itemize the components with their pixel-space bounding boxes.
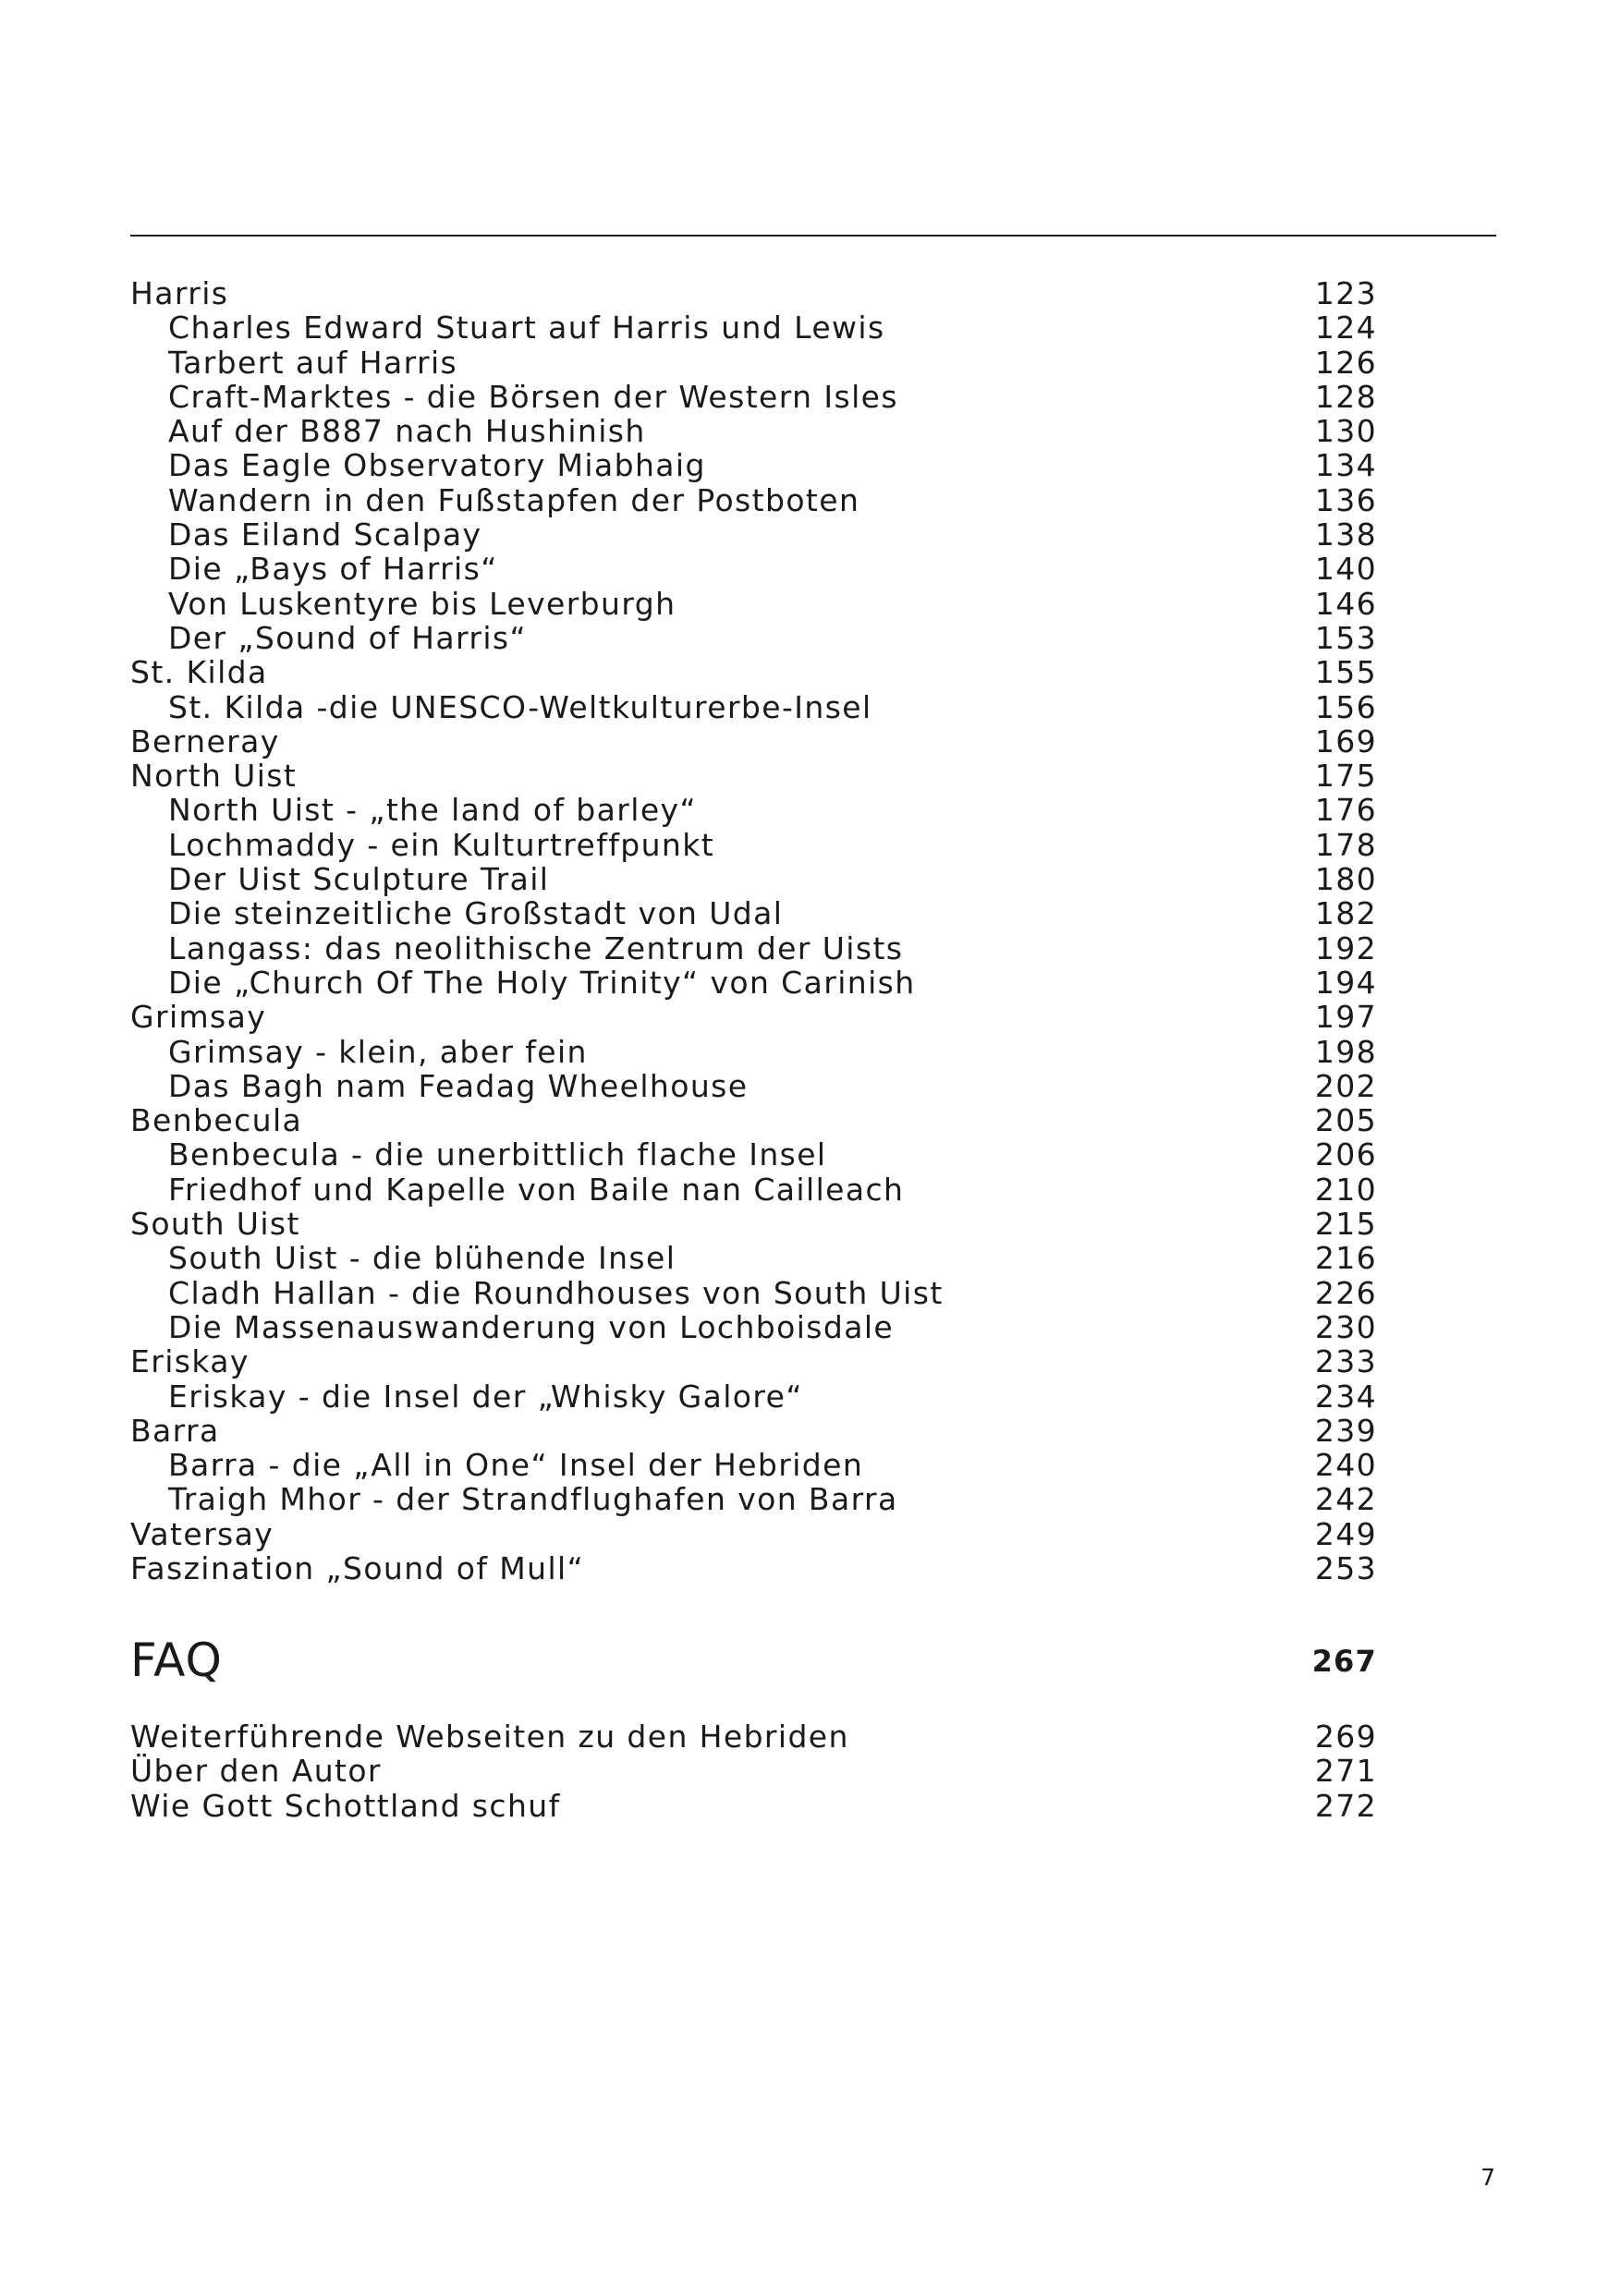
toc-entry-title: Das Eiland Scalpay — [168, 516, 482, 553]
toc-entry-title: North Uist - „the land of barley“ — [168, 792, 697, 829]
toc-entry — [130, 448, 1387, 482]
toc-entry — [130, 1276, 1387, 1310]
toc-entry-page: 253 — [1314, 1549, 1377, 1586]
toc-entry-page: 123 — [1314, 275, 1377, 311]
appendix-entry-page: 271 — [1314, 1753, 1377, 1790]
toc-entry-page: 192 — [1314, 929, 1377, 966]
toc-entry-title: Die „Bays of Harris“ — [168, 551, 498, 588]
toc-entry — [130, 276, 1387, 310]
toc-entry-title: Der Uist Sculpture Trail — [168, 861, 550, 898]
toc-entry-page: 175 — [1314, 758, 1377, 795]
faq-title: FAQ — [130, 1634, 223, 1687]
toc-entry-title: Vatersay — [130, 1515, 274, 1552]
toc-entry-title: Berneray — [130, 723, 280, 759]
faq-page-number: 267 — [1311, 1644, 1377, 1679]
toc-entry — [130, 1482, 1387, 1516]
toc-entry-page: 128 — [1314, 378, 1377, 415]
toc-entry-page: 205 — [1314, 1102, 1377, 1139]
toc-entry — [130, 1310, 1387, 1344]
toc-entry-page: 216 — [1314, 1240, 1377, 1277]
toc-entry-page: 233 — [1314, 1343, 1377, 1380]
toc-entry-title: Grimsay — [130, 999, 267, 1036]
toc-entry — [130, 346, 1387, 380]
toc-entry-page: 178 — [1314, 826, 1377, 863]
toc-entry — [130, 1517, 1387, 1551]
toc-entry-title: South Uist — [130, 1206, 300, 1243]
toc-entry-title: South Uist - die blühende Insel — [168, 1240, 676, 1277]
toc-entry-title: Barra — [130, 1412, 220, 1449]
toc-entry-title: Die „Church Of The Holy Trinity“ von Carinish — [168, 964, 916, 1001]
toc-entry — [130, 1414, 1387, 1448]
toc-entry-page: 234 — [1314, 1378, 1377, 1415]
toc-entry — [130, 724, 1387, 759]
toc-entry-title: St. Kilda -die UNESCO-Weltkulturerbe-Insel — [168, 688, 872, 725]
toc-entry — [130, 759, 1387, 793]
toc-entry — [130, 1137, 1387, 1172]
toc-entry-page: 239 — [1314, 1412, 1377, 1449]
toc-entry-page: 146 — [1314, 585, 1377, 622]
toc-entry-title: Harris — [130, 275, 229, 311]
toc-entry — [130, 621, 1387, 655]
toc-entry-page: 136 — [1314, 481, 1377, 518]
toc-entry-page: 240 — [1314, 1447, 1377, 1484]
toc-entry — [130, 1069, 1387, 1103]
toc-entry — [130, 862, 1387, 896]
toc-entry — [130, 1172, 1387, 1207]
toc-entry-title: Eriskay - die Insel der „Whisky Galore“ — [168, 1378, 803, 1415]
toc-entry-page: 126 — [1314, 344, 1377, 381]
toc-entry-page: 197 — [1314, 999, 1377, 1036]
appendix-entry-title: Weiterführende Webseiten zu den Hebriden — [130, 1719, 849, 1755]
toc-entry — [130, 517, 1387, 552]
toc-entry-title: Faszination „Sound of Mull“ — [130, 1549, 585, 1586]
toc-entry — [130, 1379, 1387, 1414]
toc-entry-title: Von Luskentyre bis Leverburgh — [168, 585, 676, 622]
toc-entry — [130, 483, 1387, 517]
toc-entry — [130, 966, 1387, 1000]
toc-entry-title: Barra - die „All in One“ Insel der Hebriden — [168, 1447, 864, 1484]
toc-entry-page: 210 — [1314, 1171, 1377, 1208]
toc-entry — [130, 793, 1387, 827]
appendix-list — [130, 1719, 1387, 1823]
footer-page-number: 7 — [1481, 2164, 1495, 2191]
toc-entry-title: St. Kilda — [130, 654, 268, 691]
toc-entry-title: Benbecula - die unerbittlich flache Insel — [168, 1136, 827, 1173]
toc-entry-page: 182 — [1314, 895, 1377, 932]
toc-entry-page: 202 — [1314, 1067, 1377, 1104]
toc-entry-title: Das Eagle Observatory Miabhaig — [168, 447, 706, 484]
toc-entry-title: Traigh Mhor - der Strandflughafen von Barra — [168, 1481, 898, 1518]
toc-entry — [130, 1103, 1387, 1137]
toc-entry-page: 153 — [1314, 619, 1377, 656]
toc-entry-title: Craft-Marktes - die Börsen der Western Isles — [168, 378, 898, 415]
toc-entry-title: Grimsay - klein, aber fein — [168, 1033, 588, 1070]
toc-entry — [130, 690, 1387, 724]
toc-entry — [130, 552, 1387, 586]
toc-entry-page: 124 — [1314, 310, 1377, 346]
toc-entry — [130, 414, 1387, 448]
toc-entry-page: 194 — [1314, 964, 1377, 1001]
toc-entry-title: Tarbert auf Harris — [168, 344, 458, 381]
toc-entry-title: Cladh Hallan - die Roundhouses von South Uist — [168, 1274, 944, 1311]
toc-entry-page: 138 — [1314, 516, 1377, 553]
header-rule — [130, 235, 1496, 237]
toc-entry-page: 230 — [1314, 1308, 1377, 1345]
appendix-entry — [130, 1789, 1387, 1823]
toc-entry — [130, 1035, 1387, 1069]
toc-entry — [130, 1000, 1387, 1034]
toc-entry — [130, 1207, 1387, 1241]
appendix-entry-title: Über den Autor — [130, 1753, 382, 1790]
toc-entry-page: 130 — [1314, 413, 1377, 450]
toc-entry — [130, 310, 1387, 345]
toc-entry — [130, 1448, 1387, 1482]
toc-entry-page: 176 — [1314, 792, 1377, 829]
toc-entry-page: 198 — [1314, 1033, 1377, 1070]
toc-entry — [130, 1241, 1387, 1275]
toc-entry — [130, 1551, 1387, 1585]
toc-entry-page: 226 — [1314, 1274, 1377, 1311]
toc-entry-title: Die Massenauswanderung von Lochboisdale — [168, 1308, 895, 1345]
toc-entry — [130, 896, 1387, 930]
toc-entry — [130, 587, 1387, 621]
appendix-entry — [130, 1719, 1387, 1754]
toc-entry-page: 249 — [1314, 1515, 1377, 1552]
faq-heading — [130, 1628, 1387, 1693]
toc-entry-title: Charles Edward Stuart auf Harris und Lewis — [168, 310, 885, 346]
toc-entry-title: Das Bagh nam Feadag Wheelhouse — [168, 1067, 749, 1104]
toc-entry-page: 242 — [1314, 1481, 1377, 1518]
toc-entry-page: 169 — [1314, 723, 1377, 759]
toc-entry-page: 134 — [1314, 447, 1377, 484]
toc-entry — [130, 655, 1387, 689]
toc-entry-title: Der „Sound of Harris“ — [168, 619, 528, 656]
toc-entry-page: 156 — [1314, 688, 1377, 725]
table-of-contents — [130, 276, 1387, 1585]
appendix-entry-page: 272 — [1314, 1787, 1377, 1824]
toc-entry-title: Auf der B887 nach Hushinish — [168, 413, 646, 450]
appendix-entry-page: 269 — [1314, 1719, 1377, 1755]
toc-entry-title: Die steinzeitliche Großstadt von Udal — [168, 895, 784, 932]
toc-entry — [130, 380, 1387, 414]
toc-entry-page: 215 — [1314, 1206, 1377, 1243]
toc-entry-title: Langass: das neolithische Zentrum der Uists — [168, 929, 904, 966]
toc-entry — [130, 828, 1387, 862]
toc-entry-page: 206 — [1314, 1136, 1377, 1173]
toc-entry-title: Eriskay — [130, 1343, 250, 1380]
appendix-entry-title: Wie Gott Schottland schuf — [130, 1787, 561, 1824]
toc-entry — [130, 1344, 1387, 1379]
appendix-entry — [130, 1754, 1387, 1788]
toc-entry-title: Lochmaddy - ein Kulturtreffpunkt — [168, 826, 715, 863]
toc-entry-title: Friedhof und Kapelle von Baile nan Cailleach — [168, 1171, 905, 1208]
toc-entry-page: 140 — [1314, 551, 1377, 588]
toc-entry-page: 155 — [1314, 654, 1377, 691]
toc-entry-page: 180 — [1314, 861, 1377, 898]
toc-entry-title: North Uist — [130, 758, 298, 795]
toc-entry-title: Benbecula — [130, 1102, 303, 1139]
toc-entry — [130, 931, 1387, 966]
toc-entry-title: Wandern in den Fußstapfen der Postboten — [168, 481, 860, 518]
